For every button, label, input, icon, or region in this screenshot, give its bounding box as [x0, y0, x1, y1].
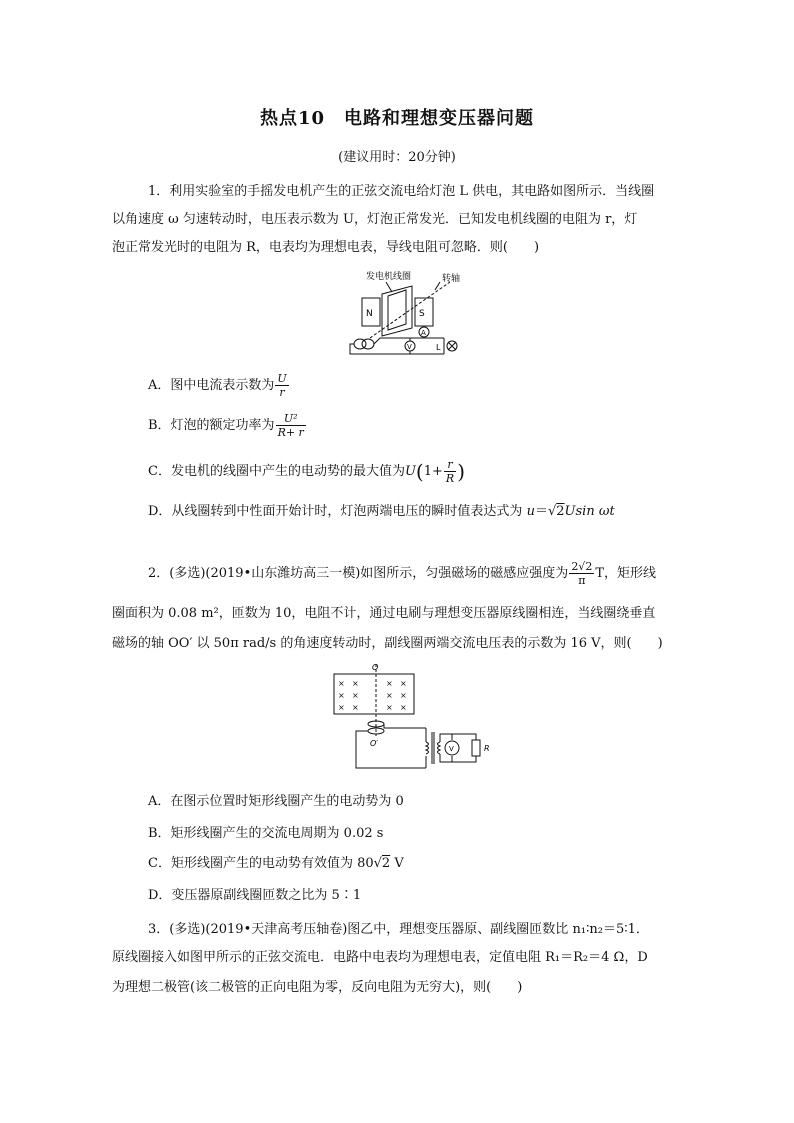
q2-line2: 圈面积为 0.08 m²，匝数为 10，电阻不计，通过电刷与理想变压器原线圈相连，当线圈绕垂直 [112, 606, 656, 621]
field-mark: × [352, 691, 359, 700]
q2-fig-label-r: R [484, 744, 490, 753]
q1-fig-label-a: A [421, 329, 426, 337]
q1-option-c: C．发电机的线圈中产生的电动势的最大值为U(1+ $\frac{r}{R}$ ) [148, 458, 466, 485]
q1-option-b: B．灯泡的额定功率为 $\frac{\text{U²}}{R+ r}$ [148, 412, 304, 439]
q2-option-a: A．在图示位置时矩形线圈产生的电动势为 0 [148, 794, 404, 809]
page-subtitle: (建议用时：20分钟) [338, 150, 456, 165]
q1-line2: 以角速度 ω 匀速转动时，电压表示数为 U，灯泡正常发光．已知发电机线圈的电阻为 r，灯 [112, 212, 638, 227]
field-mark: × [386, 691, 393, 700]
q1-fig-label-l: L [436, 343, 441, 352]
q1-option-b-fraction: $\frac{\text{U²}}{R+ r}$ [277, 412, 304, 439]
q3-line3: 为理想二极管(该二极管的正向电阻为零，反向电阻为无穷大)，则( ) [112, 980, 523, 995]
field-mark: × [338, 703, 345, 712]
q2-option-c: C．矩形线圈产生的电动势有效值为 80√2 V [148, 856, 404, 871]
q2-fig-label-o: O [372, 663, 379, 672]
q2-field-fraction: $\frac{2√2}{\pi}$ [571, 560, 593, 587]
q1-line1: 1．利用实验室的手摇发电机产生的正弦交流电给灯泡 L 供电，其电路如图所示．当线圈 [148, 184, 655, 199]
field-mark: × [352, 703, 359, 712]
q3-line2: 原线圈接入如图甲所示的正弦交流电．电路中电表均为理想电表，定值电阻 R₁＝R₂＝4 Ω，D [112, 950, 648, 965]
field-mark: × [400, 703, 407, 712]
q2-option-b: B．矩形线圈产生的交流电周期为 0.02 s [148, 826, 384, 841]
field-mark: × [338, 691, 345, 700]
q2-line1: 2．(多选)(2019•山东潍坊高三一模)如图所示，匀强磁场的磁感应强度为 $\frac{2√2}{\pi}$ T，矩形线 [148, 560, 656, 587]
q1-option-c-fraction: $\frac{r}{R}$ [445, 458, 455, 485]
q1-option-a-fraction: $\frac{U}{r}$ [277, 372, 287, 399]
field-mark: × [352, 679, 359, 688]
q1-option-d: D．从线圈转到中性面开始计时，灯泡两端电压的瞬时值表达式为 u＝√2Usin ωt [148, 504, 615, 519]
field-mark: × [386, 703, 393, 712]
q1-fig-label-n: N [366, 309, 373, 319]
q1-fig-label-coil: 发电机线圈 [366, 272, 412, 282]
field-mark: × [400, 679, 407, 688]
q2-fig-label-o-prime: O′ [370, 739, 379, 748]
page-title: 热点10 电路和理想变压器问题 [259, 108, 535, 129]
q2-transformer-figure [326, 660, 496, 772]
q2-fig-label-v: V [449, 745, 454, 753]
q1-fig-label-s: S [419, 309, 425, 319]
field-mark: × [338, 679, 345, 688]
q1-option-a: A．图中电流表示数为 $\frac{U}{r}$ [148, 372, 287, 399]
q3-line1: 3．(多选)(2019•天津高考压轴卷)图乙中，理想变压器原、副线圈匝数比 n₁∶n₂＝5∶1． [148, 922, 649, 937]
field-mark: × [400, 691, 407, 700]
q1-fig-label-v: V [407, 343, 412, 351]
field-mark: × [386, 679, 393, 688]
q1-generator-figure [340, 268, 470, 360]
q1-fig-label-axis: 转轴 [442, 274, 461, 284]
q2-option-d: D．变压器原副线圈匝数之比为 5∶1 [148, 888, 362, 903]
q2-line3: 磁场的轴 OO′ 以 50π rad/s 的角速度转动时，副线圈两端交流电压表的示数为 16 V，则( ) [112, 636, 663, 651]
q1-line3: 泡正常发光时的电阻为 R，电表均为理想电表，导线电阻可忽略．则( ) [112, 240, 540, 255]
